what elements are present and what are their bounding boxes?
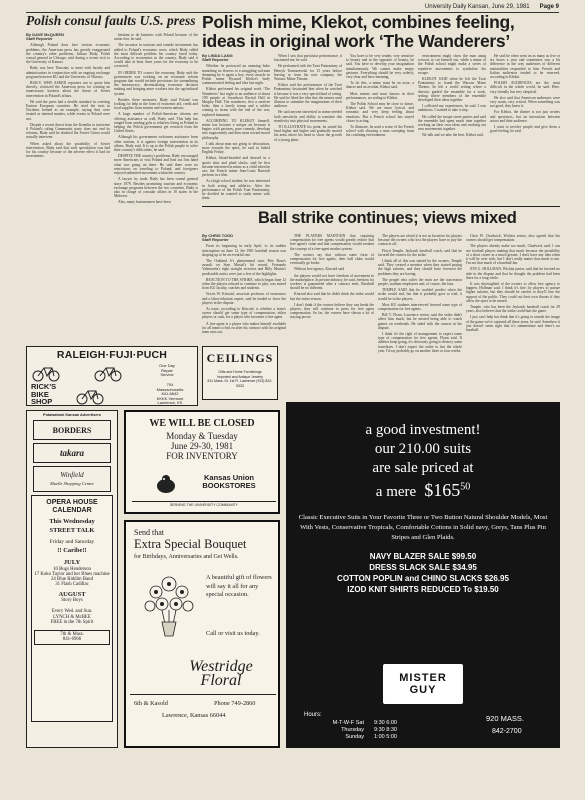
paragraph: KLEKOT SAID when he left the Tsatr Pantomimy to found the Warsaw Mime Theater, he left a world setting where a director guided the ensemble for a work, setting where members of the ensemble developed their ideas together.	[418, 77, 486, 103]
union-line-3: June 29-30, 1981	[170, 441, 234, 451]
mime-column-3	[346, 54, 414, 204]
ceilings-name: CEILINGS	[206, 351, 274, 365]
paragraph: Without free agency, Kincaid said	[294, 267, 345, 272]
mg-sale-items	[286, 551, 560, 595]
bicycle-icon-3	[75, 387, 105, 405]
paragraph: Most KU students interviewed favored some type of compensation for free agents.	[378, 302, 462, 312]
mg-hours-time: 1:00 5:00	[374, 734, 397, 740]
paragraph: environment might show the man using scissors to cut himself out, while a mime of the Polish school might make a series of repetitive movements to symbolize the escape.	[418, 54, 486, 75]
mg-sale-item: IZOD KNIT SHIRTS REDUCED To $19.50	[347, 585, 499, 594]
paragraph: Although his government welcomes assistance from other nations, it is against foreign intervention in its affairs, Biały said. It is up to the Polish people to solve their country's difficulties, he said.	[114, 135, 198, 153]
paragraph: Biały was here Thursday to meet with faculty and administrators in conjunction with an ongoing exchange program between KU and the University of Warsaw.	[26, 66, 110, 79]
paragraph: He said he often went on as many as five or six hours a year and sometimes saw a bit difference in the way audiences of different nationalities responded to him. French and Italian audiences tended to be reserved, according to Klekot.	[490, 54, 560, 80]
ceilings-tagline: Gifts and Home Furnishings Imported and Antique Jewelry 811 Mass. St. 1st Fl. Lawrence (913) 842-5333	[207, 370, 273, 388]
mg-hours	[304, 720, 424, 741]
potawatomi-label: Potawatomi Kansan Advertisers	[43, 413, 101, 417]
paragraph: From its beginning in early April, to its sudden interruption on June 12, the 1981 baseball season was shaping up to be an eventful one.	[202, 244, 286, 257]
mime-body-5	[490, 54, 560, 133]
paragraph: BIAŁY, WHO ASKED reporters not to quote him directly, criticized the American press for creating an unnecessary hysteria about the threat of Soviet intervention in Poland's affairs.	[26, 81, 110, 98]
polish-column-1	[26, 33, 110, 341]
paragraph: He said anyone interested in mime needed both sensitivity and ability to translate this sensitivity into physical movements.	[274, 110, 342, 123]
paragraph: I collected my experiences, he said. I was ambitious. I wanted to take a step.	[418, 104, 486, 113]
paragraph: A large number of Polish-American citizens are offering assistance as well, Biały said. This help has ranged from sending gifts to relatives living in Poland to helping the Polish government get research from the United States.	[114, 112, 198, 134]
mg-mere: a mere	[375, 484, 417, 500]
floral-beautiful: A beautiful gift of flowers will say it all for any special occasion.	[206, 574, 272, 598]
floral-brand: Westridge Floral	[189, 658, 253, 689]
paragraph: For Klekot, the theater is not just writers and spectators, but an interaction between actors and their audience.	[490, 110, 560, 123]
mister-guy-ad	[286, 402, 560, 748]
paragraph: Klekot, blond-bearded and dressed in a sports shirt and plaid slacks, said he first became interested in mime as a child when he saw the French mime Jean-Louis Barrault perform in a film.	[202, 156, 270, 178]
paragraph: Temple, who has been the Jayhawk baseball coach for 29 years, also believes that the strike could hurt the game.	[466, 305, 560, 314]
paragraph: I think all of this was started by the owners, Temple said. They created a monster when they started paying the high salaries, and they should have foreseen the problems they are having.	[378, 259, 462, 276]
mime-headline-line-1: Polish mime, Klekot, combines feeling,	[202, 12, 515, 32]
paragraph: I think it's the right of management to expect some type of compensation for free agents, Flynn said. If athletes keep going, it's obviously going to destroy some franchises. I don't expect the strike to last the whole year. I'd say probably go on another three or four weeks.	[378, 332, 462, 353]
paragraph: Whether he portrayed an amusing hobo munching on flowers or a struggling sad man dreaming he is again a boy, every muscle in Polish mime Ryszard Klekot's body communicated feeling and idea last night.	[202, 64, 270, 86]
paragraph: A free agent is a player who makes himself available for all teams to bid on after his contract with his original team runs out.	[202, 321, 286, 335]
mime-body-1	[202, 64, 270, 200]
mg-sale-item: NAVY BLAZER SALE $99.50	[369, 552, 477, 561]
paragraph: Kincaid also said that he didn't think the strike would last the entire season.	[290, 292, 374, 301]
paragraph: Besides these measures, Biały said Poland was looking for help in the form of economic aid, credit and food supplies from eastern and western nations.	[114, 97, 198, 111]
union-line-4: FOR INVENTORY	[166, 451, 238, 461]
paragraph: To illustrate, he used a scene of the French school with showing a man sweeping from his confining environment.	[346, 125, 414, 138]
paragraph: Despite a recent threat from the Kremlin to intervene if Poland's ruling Communist party does not end its reforms, Biały said he doubted the Soviet Union would actually intervene.	[26, 122, 110, 140]
paragraph: A lawyer by trade, Biały has been consul general since 1979. Besides promoting tourism and economic exchange programs between the two countries, Biały is also in charge of consular affairs in 10 states in the Midwest.	[114, 177, 198, 199]
opera-july: JULY	[63, 559, 81, 566]
paragraph: the players would not have freedom of movement in the marketplace. In private industry, he said, freedom for workers is guaranteed after a contract ends. Baseball should be no different.	[290, 273, 374, 291]
opera-august: AUGUST	[58, 591, 86, 598]
polish-column-2	[114, 33, 198, 341]
opera-july-1: 10 Bugs Henderson	[53, 567, 91, 572]
ricks-bike-shop-name: RICK'S BIKE SHOP	[31, 382, 57, 406]
mime-column-2	[274, 54, 342, 204]
paragraph: The people who suffer the most are the concession people, stadium employees and, of course, the fans.	[378, 277, 462, 287]
ball-body-3	[378, 234, 462, 353]
opera-july-2: 17 Koko Taylor and her Blues machine	[34, 572, 110, 577]
paragraph: To do this, a mime must be an actor, a dancer and an acrobat, Klekot said.	[346, 81, 414, 90]
floral-rule	[130, 694, 276, 695]
ball-byline: By CHRIS TODD Staff Reporter	[202, 234, 234, 243]
ball-column-4	[466, 234, 560, 394]
union-logo: Kansas Union BOOKSTORES	[202, 473, 256, 490]
opera-address: 7th & Mass. 841-6966	[34, 630, 110, 645]
polish-headline: Polish consul faults U.S. press	[26, 13, 196, 28]
bicycle-icon-2	[93, 364, 123, 382]
westridge-floral-ad	[124, 520, 280, 748]
mg-hours-row	[304, 720, 424, 727]
mg-hours-day: Thursday	[341, 727, 364, 733]
paragraph: DESPITE THE country's problems, Biały encouraged more Americans to visit Poland and find out first hand what was going on there. He said there were no restrictions on traveling to Poland, and foreigners enjoyed unlimited movement within the country.	[114, 154, 198, 176]
polish-consul-story	[26, 14, 198, 31]
section-rule	[202, 206, 560, 207]
mime-headline-line-2: ideas in original work ‘The Wanderers’	[202, 30, 510, 51]
mime-column-1	[202, 54, 270, 204]
paragraph: IN ORDER TO correct the economy, Biały said the government was working on an economic reform program that would include provisions for streamlining the bureaucracy, decentralizing economic decision making and bringing more workers into the agricultural system.	[114, 70, 198, 96]
ball-body-2	[290, 234, 374, 320]
opera-footer: Every Wed. and Sun. LYNCH & McBEE FREE in the 7th Spirit	[50, 609, 94, 625]
opera-july-3: 24 Blue Riddim Band	[51, 577, 93, 582]
floral-bouquet: Extra Special Bouquet	[134, 537, 247, 551]
paragraph: Floyd Temple, Jayhawk baseball coach, said that he favored the owners for the strike.	[378, 248, 462, 257]
paragraph: Norris W. Kincaid, associate professor of economics and a labor-relations expert, said he tended to favor the players in the dispute.	[202, 292, 286, 305]
paragraph: He said the press had a double standard in covering Eastern European countries. He cited the riots in Northern Ireland as an example, saying they were treated as internal matters, while events in Poland were not.	[26, 99, 110, 121]
flower-bouquet-icon	[140, 570, 198, 640]
paragraph: I talk about man not going to destruction, more towards the spirit, he said in halted English Friday.	[202, 141, 270, 155]
paragraph: ACCORDING TO KLEKOT himself, mime has become a unique art because it begins with gestures, pure comedy, develops into tragicomedy and then turns toward moral philosophy.	[202, 118, 270, 140]
paragraph: The Polish School may be close to dance, Klekot said. We are more lyrical, and romantic and very deep feeling about emotions. But a French school has stayed closer to acting.	[346, 102, 414, 123]
paragraph: The increase in tourism and outside investment has added to Poland's economic woes, which Biały called the most difficult problem his country faced today. According to economists in the country, Biały said it would take at least three years for the economy to be corrected.	[114, 43, 198, 69]
paragraph: TO ILLUSTRATE his point, he raised his head higher and higher and gradually moved his arms above his head to show the growth of a young plant.	[274, 125, 342, 142]
floral-phone: Phone 749-2860	[214, 700, 256, 707]
mg-hours-time: 9:30 6:00	[374, 720, 397, 726]
paragraph: Also, many businessmen have been	[118, 200, 171, 205]
paragraph: The players are afraid it is not as lucrative for players because the owners who lost the players have to pay the contracts off,	[378, 234, 462, 247]
opera-caribe: !! Caribe!!	[57, 547, 87, 554]
ad-borders: BORDERS	[33, 420, 111, 440]
union-line-2: Monday & Tuesday	[166, 431, 238, 441]
paragraph: He called the troupe street parties and said the ensemble had spent much time together working on their own ideas and working out new movements together.	[418, 114, 486, 132]
ceilings-ad	[202, 346, 278, 400]
mime-headline-block	[202, 14, 560, 50]
ball-column-3	[378, 234, 462, 394]
mime-column-4	[418, 54, 486, 204]
paragraph: POLISH AUDIENCES are the most difficult in the whole world, he said. Here, very friendly but very skeptical.	[490, 81, 560, 94]
paragraph: JON G. HOLLMAN, Wichita junior, said that he favored no side in the dispute and that he thought the problem had been there for a long while.	[466, 267, 560, 280]
opera-house-calendar	[31, 495, 113, 722]
paragraph: You have to be very tender, very sensitive to beauty and to the opposite of beauty, he said. You have to develop your imagination simultaneously. We cannot make empty gestures. Everything should be very orderly, very clear and have meaning.	[346, 54, 414, 80]
mg-logo-text: MISTER GUY	[399, 672, 447, 696]
floral-city: Lawrence, Kansas 66044	[162, 712, 226, 719]
ball-body-1	[202, 244, 286, 334]
floral-send: Send that	[134, 528, 164, 537]
mime-body-2	[274, 54, 342, 142]
opera-title: OPERA HOUSE CALENDAR	[46, 499, 98, 514]
union-line-1: WE WILL BE CLOSED	[149, 418, 255, 429]
union-sub: SERVING THE UNIVERSITY COMMUNITY	[132, 501, 276, 507]
paragraph: I just can't help but think that it's going to tarnish the image of the game we've captured all these years, he said. Somehow it just doesn't seem right that it's summertime and there's no baseball.	[466, 315, 560, 333]
paragraph: REACTION TO THE STRIKE, which began June 12 when the players refused to continue to play, was mixed from KU faculty, coaches and students.	[202, 277, 286, 291]
mg-price-cents: 50	[460, 481, 471, 493]
paragraph: Most mimes and most dances in their performances, according to Klekot.	[346, 91, 414, 100]
polish-byline: By DAVE McQUEEN Staff Reporter	[26, 33, 64, 42]
paragraph: We talk and we take the best, Klekot said.	[422, 133, 484, 138]
paragraph: Klekot said the performance of the Tsatr Pantomimy fascinated him when he watched it because it was a very special kind of acting. He said he liked the idea that the mimes used illusion to stimulate the imaginations of their audience.	[274, 83, 342, 109]
mg-price: $165	[424, 480, 461, 500]
mg-sale-item: COTTON POPLIN and CHINO SLACKS $26.95	[337, 574, 509, 583]
floral-location: 6th & Kasold	[134, 700, 168, 707]
paper-dateline: University Daily Kansan, June 29, 1981	[424, 4, 530, 10]
polish-body	[26, 43, 110, 158]
paragraph: I don't think if the owners believe they can break the players, they will continue to press for free agent compensation. So far, the owners have shown a lot of staying power.	[290, 302, 374, 320]
polish-body-continued	[114, 33, 198, 205]
page-number: Page 9	[539, 4, 559, 10]
mg-hours-day: Sunday	[345, 734, 364, 740]
paragraph: Klekot performed his original work ‘The Wanderers’ last night to an audience of about 190 people at Swarthout Recital Hall in Murphy Hall. The wanderers, first a carefree hobo, then a lonely tramp and a soldier coming to terms with the end of the war, explored humanity.	[202, 87, 270, 117]
ball-column-2	[290, 234, 374, 394]
mime-byline: By LINDA LANG Staff Reporter	[202, 54, 233, 63]
paragraph: It was shortsighted of the owners to allow free agency to happen, Hollman said. I think it's fine for players to pursue higher salaries, but they should be careful or they'll lose the support of the public. They could cut their own throats if they allow the sport to be ruined.	[466, 282, 560, 303]
paragraph: The Oakland A's phenomenal start, Pete Rose's assault on Stan Musial's hit record, Fernando Valenzuela's eight straight victories and Billy Martin's predictable antics were just a few of the highlights.	[202, 259, 286, 276]
mg-line-2: our 210.00 suits	[374, 441, 472, 457]
paragraph: He also said that American audiences were very warm, very critical. When something was not good, they knew it.	[490, 95, 560, 109]
ball-headline: Ball strike continues; views mixed	[258, 209, 517, 227]
paragraph: THE PLAYERS MAINTAIN that requiring compensation for free agents would greatly reduce that free agent's value and that compensation would weaken the concept of a free-agent market system.	[290, 234, 374, 251]
opera-august-1: Story Boys	[61, 598, 83, 603]
mg-sale-item: DRESS SLACK SALE $34.95	[369, 563, 477, 572]
small-ads-column	[26, 410, 118, 748]
mg-line-3: are sale priced at	[372, 460, 474, 476]
bicycle-icon	[31, 364, 61, 382]
opera-wed: This Wednesday	[49, 518, 95, 525]
paragraph: The players already make too much, Chadwick said. I can see football players making that much because the possibility of a short career in a much greater. I don't have any idea when it will be over with, but I don't really matter that much to me. I'm not that much of a baseball fan.	[466, 244, 560, 266]
one-day-repair: One Day Repair Service	[159, 363, 175, 377]
paragraph: He performed with the Tsatr Pantomimy of Henryk Tomaszewski for 15 years before leaving to form his own company, the Warsaw Mime Theater.	[274, 64, 342, 82]
bike-brands: RALEIGH·FUJI·PUCH	[56, 349, 168, 361]
mime-body-4	[418, 54, 486, 138]
paragraph: I want to involve people and give them a good feeling, he said.	[490, 125, 560, 134]
mg-phone: 842-2700	[492, 728, 522, 735]
paragraph: Although Poland does face serious economic problems, the American press has greatly exaggerated the country's other problems, Juliusz Biały, Polish consul general in Chicago, said during a recent visit to the University of Kansas.	[26, 43, 110, 65]
paragraph: When I saw that particular performance, it fascinated me, he said.	[274, 54, 342, 63]
opera-street: STREET TALK	[49, 527, 95, 534]
paragraph: At issue, according to Kincaid, is whether a team's owner should get some type of compensation, either players or cash, for a player who becomes a free agent.	[202, 307, 286, 320]
winfield-name: Winfield	[60, 471, 84, 479]
paragraph: Bill T. Flynn, Lawrence senior, said the strike didn't affect him much, but he missed being able to watch games on weekends. He sided with the owners in the dispute.	[378, 313, 462, 330]
opera-fri: Friday and Saturday	[49, 539, 95, 545]
union-closed-ad	[124, 410, 280, 514]
ricks-bike-ad	[26, 346, 198, 406]
mg-address: 920 MASS.	[486, 714, 524, 723]
ad-takara: takara	[33, 443, 111, 463]
mg-hours-day: M-T-W-F Sat	[332, 720, 364, 726]
mg-hours-row	[304, 734, 424, 741]
paragraph: When asked about the possibility of Soviet intervention, Biały said that such speculation was bad for his country because of the adverse effect it had on investments.	[26, 141, 110, 159]
union-mascot-icon	[154, 474, 178, 494]
mg-description: Classic Executive Suits in Your Favorite Three or Two Button Natural Shoulder Models, Most With Vests, Conservative Tropicals, Comfortable Cottons in Solid navy, Greys, Tans Plus Pin Stripes and Glen Plaids.	[298, 514, 548, 541]
paragraph: At a high school student, he was interested in both acting and athletics. After the performance of the Polish Tsatr Pantomimy, he decided he wanted to study mime with them.	[202, 179, 270, 201]
paragraph: The owners say that without some form of compensation for free agents, their ball clubs would eventually go broke.	[290, 252, 374, 266]
paragraph: hesitant to do business with Poland because of the union fear, he said.	[114, 33, 198, 42]
paragraph: TEMPLE SAID that he couldn't predict when the strike would end, but that it probably goes to trial, it would be in the players.	[378, 288, 462, 301]
mg-hours-time: 9:30 8:30	[374, 727, 397, 733]
paragraph: Chris W. Chadwick, Wichita senior, also agreed that the owners should get compensation.	[466, 234, 560, 243]
mulls-name: Muelle Shopping Center	[50, 481, 94, 486]
mime-body-3	[346, 54, 414, 138]
bike-shop-address: 704 Massachusetts 841-6642 KKKK Vermont Lawrence, KS	[156, 382, 184, 405]
ad-winfield	[33, 466, 111, 492]
mg-price-line	[286, 480, 560, 501]
floral-occasions: for Birthdays, Anniversaries and Get Wells.	[134, 554, 239, 560]
floral-call: Call or visit us today.	[206, 630, 260, 637]
mg-line-1: a good investment!	[365, 422, 481, 438]
mime-column-5	[490, 54, 560, 204]
mg-hours-row	[304, 727, 424, 734]
ball-body-4	[466, 234, 560, 332]
mg-hours-label: Hours:	[304, 712, 322, 718]
opera-july-4: 31 Flash Cadillac	[55, 582, 89, 587]
mister-guy-logo	[383, 664, 463, 704]
